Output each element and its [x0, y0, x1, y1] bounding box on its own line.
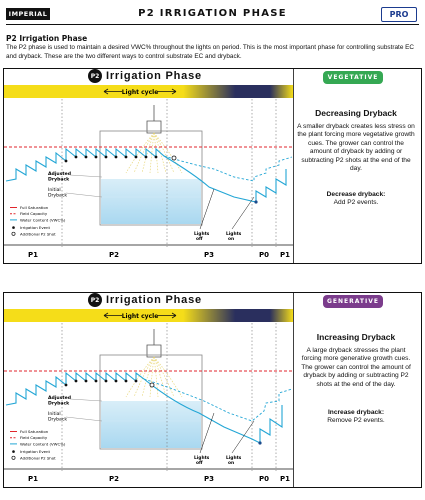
adjusted-dryback-label: Adjusted	[48, 172, 72, 177]
intro-paragraph: The P2 phase is used to maintain a desired VWC% throughout the lights on period. This is the most important phase for controlling substrate EC and dryback. These are the two different ways to control substrate EC and dryback.	[6, 44, 415, 60]
legend-label: Field Capacity	[20, 435, 48, 441]
legend-label: Irrigation Event	[20, 449, 51, 455]
phase-label-p0: P0	[258, 475, 270, 483]
legend-label: Field Capacity	[20, 211, 48, 217]
initial-dryback-label: Initial	[48, 188, 61, 193]
legend-swatch	[12, 232, 15, 235]
header-divider	[6, 24, 419, 25]
irrigation-event-dot	[85, 156, 88, 159]
irrigation-event-dot	[75, 380, 78, 383]
phase-label-p1: P1	[279, 251, 291, 259]
explanation-title: Decreasing Dryback	[315, 108, 397, 118]
initial-dryback-label-line2: Dryback	[48, 193, 68, 199]
leader-line	[66, 193, 102, 197]
phase-label-p2: P2	[108, 251, 120, 259]
irrigation-event-dot	[145, 156, 148, 159]
lights-off-label: Lights	[194, 232, 210, 237]
light-cycle-label: Light cycle	[121, 313, 159, 320]
phase-badge: P2	[88, 293, 102, 307]
lights-on-label-line2: on	[228, 461, 235, 466]
irrigation-event-dot	[125, 380, 128, 383]
grow-light-fixture	[147, 105, 161, 133]
phase-label-p1: P1	[27, 475, 39, 483]
initial-dryback-label: Initial	[48, 412, 61, 417]
lights-on-pointer	[232, 421, 254, 453]
irrigation-event-dot	[65, 160, 68, 163]
generative-panel	[3, 292, 422, 488]
irrigation-event-dot	[115, 156, 118, 159]
lights-off-label: Lights	[194, 456, 210, 461]
irrigation-event-dot	[105, 380, 108, 383]
legend-label: Full Saturation	[20, 205, 49, 210]
explanation-title: Increasing Dryback	[316, 332, 396, 342]
phase-label-p1: P1	[279, 475, 291, 483]
vegetative-pill: VEGETATIVE	[323, 71, 383, 84]
adjusted-dryback-label-line2: Dryback	[48, 401, 70, 407]
irrigation-event-dot	[65, 384, 68, 387]
panel-title: Irrigation Phase	[106, 70, 202, 82]
irrigation-event-dot	[155, 156, 158, 159]
light-ray	[134, 357, 154, 397]
irrigation-diagram	[4, 293, 294, 487]
panel-title: Irrigation Phase	[106, 294, 202, 306]
phase-label-p2: P2	[108, 475, 120, 483]
lights-off-label-line2: off	[196, 237, 203, 242]
water-fill	[101, 401, 201, 448]
phase-label-p0: P0	[258, 251, 270, 259]
light-ray	[142, 357, 154, 397]
grow-light-fixture	[147, 329, 161, 357]
legend-label: Additional P2 Shot	[20, 455, 56, 461]
explanation-action-title: Increase dryback:	[327, 409, 385, 416]
explanation-body: A large dryback stresses the plant forcing more generative growth cues. The grower can control the amount of dryback by adding or subtracting P2 shots at the end of the day.	[301, 347, 411, 388]
light-ray	[154, 133, 182, 173]
lights-off-label-line2: off	[196, 461, 203, 466]
pro-logo: PRO	[381, 7, 417, 22]
lights-on-label: Lights	[226, 456, 242, 461]
generative-pill: GENERATIVE	[323, 295, 383, 308]
page-title: P2 IRRIGATION PHASE	[138, 8, 287, 19]
dryback-end-dot	[258, 441, 261, 444]
legend-swatch	[12, 226, 15, 229]
dryback-end-dot	[254, 200, 257, 203]
legend-label: Water Content (VWC%)	[20, 441, 66, 447]
header-bar	[0, 0, 425, 30]
explanation-action-title: Decrease dryback:	[326, 191, 386, 198]
lights-on-pointer	[232, 197, 254, 229]
irrigation-event-dot	[75, 156, 78, 159]
units-tag: IMPERIAL	[6, 8, 50, 20]
irrigation-event-dot	[105, 156, 108, 159]
explanation-body: A smaller dryback creates less stress on the plant forcing more vegetative growth cues. The grower can control the amount of dryback by adding or subtracting P2 shots at the end of the day.	[297, 123, 415, 173]
water-fill	[101, 179, 201, 224]
light-ray	[154, 357, 174, 397]
initial-dryback-label-line2: Dryback	[48, 417, 68, 423]
irrigation-event-dot	[95, 380, 98, 383]
light-ray	[154, 133, 174, 173]
phase-badge: P2	[88, 69, 102, 83]
irrigation-event-dot	[115, 380, 118, 383]
lights-on-label: Lights	[226, 232, 242, 237]
legend-label: Additional P2 Shot	[20, 231, 56, 237]
vegetative-panel	[3, 68, 422, 264]
legend-swatch	[12, 456, 15, 459]
light-cycle-label: Light cycle	[121, 89, 159, 96]
leader-line	[70, 399, 102, 401]
phase-label-p3: P3	[203, 475, 215, 483]
additional-p2-shot-dot	[150, 383, 154, 387]
irrigation-event-dot	[135, 380, 138, 383]
phase-label-p1: P1	[27, 251, 39, 259]
explanation-action: Add P2 events.	[333, 199, 379, 206]
section-heading: P2 Irrigation Phase	[6, 34, 88, 43]
legend-label: Irrigation Event	[20, 225, 51, 231]
adjusted-dryback-label: Adjusted	[48, 396, 72, 401]
irrigation-event-dot	[85, 380, 88, 383]
leader-line	[70, 175, 102, 177]
legend-swatch	[12, 450, 15, 453]
leader-line	[66, 417, 102, 421]
phase-label-p3: P3	[203, 251, 215, 259]
legend-label: Water Content (VWC%)	[20, 217, 66, 223]
adjusted-dryback-label-line2: Dryback	[48, 177, 70, 183]
additional-p2-shot-dot	[172, 156, 176, 160]
irrigation-event-dot	[125, 156, 128, 159]
legend-label: Full Saturation	[20, 429, 49, 434]
lights-on-label-line2: on	[228, 237, 235, 242]
light-ray	[142, 133, 154, 173]
irrigation-event-dot	[95, 156, 98, 159]
irrigation-diagram	[4, 69, 294, 263]
irrigation-event-dot	[135, 156, 138, 159]
explanation-action: Remove P2 events.	[327, 417, 385, 424]
